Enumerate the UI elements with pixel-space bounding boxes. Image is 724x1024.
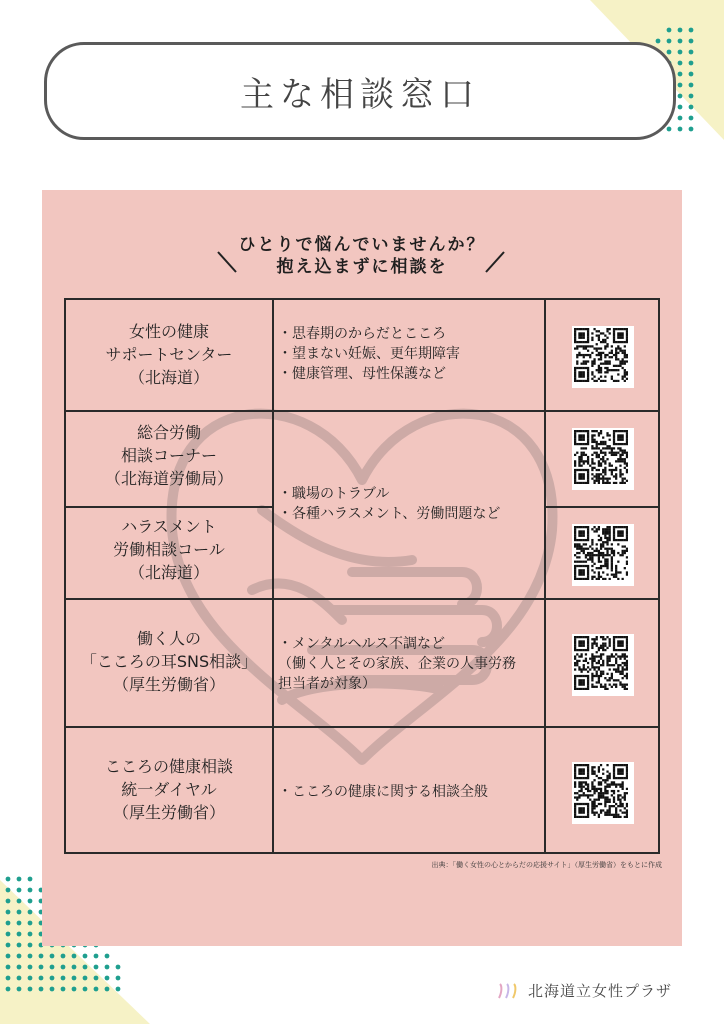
decorative-dot — [678, 72, 683, 77]
decorative-dot — [667, 127, 672, 132]
decorative-dot — [6, 976, 11, 981]
title-box — [44, 42, 676, 140]
decorative-dot — [28, 943, 33, 948]
decorative-dot — [94, 965, 99, 970]
service-name: ハラスメント 労働相談コール （北海道） — [113, 517, 225, 582]
service-description: ・メンタルヘルス不調など （働く人とその家族、企業の人事労務 担当者が対象） — [278, 636, 516, 692]
qr-code[interactable] — [572, 326, 634, 388]
decorative-dot — [6, 987, 11, 992]
page-title: 主な相談窓口 — [240, 74, 480, 115]
decorative-dot — [28, 954, 33, 959]
decorative-dot — [105, 965, 110, 970]
decorative-dot — [678, 83, 683, 88]
row-divider — [66, 598, 658, 600]
decorative-dot — [6, 954, 11, 959]
decorative-dot — [17, 921, 22, 926]
decorative-dot — [6, 921, 11, 926]
service-description: ・職場のトラブル ・各種ハラスメント、労働問題など — [278, 486, 501, 522]
decorative-dot — [83, 987, 88, 992]
decorative-dot — [116, 965, 121, 970]
decorative-dot — [61, 954, 66, 959]
row-divider — [544, 506, 658, 508]
decorative-dot — [28, 921, 33, 926]
decorative-dot — [72, 954, 77, 959]
decorative-dot — [667, 50, 672, 55]
heading-left-slash — [214, 248, 240, 276]
column-divider — [272, 300, 274, 852]
decorative-dot — [678, 105, 683, 110]
decorative-dot — [28, 877, 33, 882]
decorative-dot — [678, 61, 683, 66]
decorative-dot — [28, 932, 33, 937]
decorative-dot — [17, 877, 22, 882]
decorative-dot — [689, 39, 694, 44]
decorative-dot — [28, 987, 33, 992]
decorative-dot — [50, 987, 55, 992]
decorative-dot — [61, 976, 66, 981]
decorative-dot — [689, 61, 694, 66]
decorative-dot — [28, 976, 33, 981]
decorative-dot — [6, 888, 11, 893]
decorative-dot — [94, 976, 99, 981]
decorative-dot — [17, 987, 22, 992]
source-note: 出典：「働く女性の心とからだの応援サイト」（厚生労働省）をもとに作成 — [431, 861, 662, 869]
decorative-dot — [689, 83, 694, 88]
decorative-dot — [50, 965, 55, 970]
qr-code[interactable] — [572, 634, 634, 696]
decorative-dot — [61, 987, 66, 992]
decorative-dot — [6, 943, 11, 948]
organization-name: 北海道立女性プラザ — [528, 982, 673, 1000]
qr-code[interactable] — [572, 428, 634, 490]
decorative-dot — [28, 888, 33, 893]
decorative-dot — [17, 943, 22, 948]
qr-code[interactable] — [572, 524, 634, 586]
decorative-dot — [50, 954, 55, 959]
row-divider — [66, 726, 658, 728]
service-description: ・こころの健康に関する相談全般 — [278, 784, 488, 800]
decorative-dot — [689, 116, 694, 121]
decorative-dot — [667, 28, 672, 33]
decorative-dot — [72, 987, 77, 992]
decorative-dot — [678, 50, 683, 55]
decorative-dot — [17, 954, 22, 959]
decorative-dot — [116, 987, 121, 992]
qr-code[interactable] — [572, 762, 634, 824]
decorative-dot — [6, 877, 11, 882]
decorative-dot — [678, 28, 683, 33]
decorative-dot — [17, 965, 22, 970]
decorative-dot — [6, 965, 11, 970]
heading-line-1: ひとりで悩んでいませんか？ — [238, 235, 486, 255]
service-name: こころの健康相談 統一ダイヤル （厚生労働省） — [104, 757, 233, 822]
decorative-dot — [667, 39, 672, 44]
decorative-dot — [39, 987, 44, 992]
decorative-dot — [28, 910, 33, 915]
decorative-dot — [17, 932, 22, 937]
decorative-dot — [17, 910, 22, 915]
decorative-dot — [105, 987, 110, 992]
heading-right-slash — [482, 248, 508, 276]
decorative-dot — [28, 965, 33, 970]
decorative-dot — [17, 899, 22, 904]
decorative-dot — [678, 116, 683, 121]
consultation-table — [64, 298, 660, 854]
organization-logo-icon — [496, 982, 520, 1000]
row-divider — [66, 410, 658, 412]
decorative-dot — [39, 965, 44, 970]
decorative-dot — [6, 932, 11, 937]
decorative-dot — [689, 50, 694, 55]
heading-line-2: 抱え込まずに相談を — [276, 257, 448, 277]
decorative-dot — [105, 976, 110, 981]
decorative-dot — [689, 127, 694, 132]
decorative-dot — [50, 976, 55, 981]
row-divider — [66, 506, 272, 508]
service-name: 女性の健康 サポートセンター （北海道） — [105, 322, 233, 387]
decorative-dot — [689, 105, 694, 110]
decorative-dot — [6, 899, 11, 904]
panel-heading — [42, 234, 682, 278]
decorative-dot — [72, 976, 77, 981]
decorative-dot — [689, 72, 694, 77]
decorative-dot — [83, 976, 88, 981]
decorative-dot — [72, 965, 77, 970]
decorative-dot — [94, 987, 99, 992]
decorative-dot — [83, 965, 88, 970]
decorative-dot — [39, 954, 44, 959]
decorative-dot — [17, 888, 22, 893]
decorative-dot — [678, 39, 683, 44]
service-name: 働く人の 「こころの耳SNS相談」 （厚生労働省） — [80, 629, 258, 694]
decorative-dot — [94, 954, 99, 959]
decorative-dot — [61, 965, 66, 970]
decorative-dot — [689, 28, 694, 33]
decorative-dot — [656, 39, 661, 44]
decorative-dot — [83, 954, 88, 959]
decorative-dot — [28, 899, 33, 904]
service-description: ・思春期のからだとこころ ・望まない妊娠、更年期障害 ・健康管理、母性保護など — [278, 326, 460, 382]
decorative-dot — [105, 954, 110, 959]
decorative-dot — [17, 976, 22, 981]
decorative-dot — [678, 127, 683, 132]
decorative-dot — [39, 976, 44, 981]
service-name: 総合労働 相談コーナー （北海道労働局） — [104, 423, 233, 488]
decorative-dot — [678, 94, 683, 99]
decorative-dot — [6, 910, 11, 915]
decorative-dot — [116, 976, 121, 981]
decorative-dot — [689, 94, 694, 99]
consultation-panel — [42, 190, 682, 946]
footer — [496, 980, 672, 1001]
